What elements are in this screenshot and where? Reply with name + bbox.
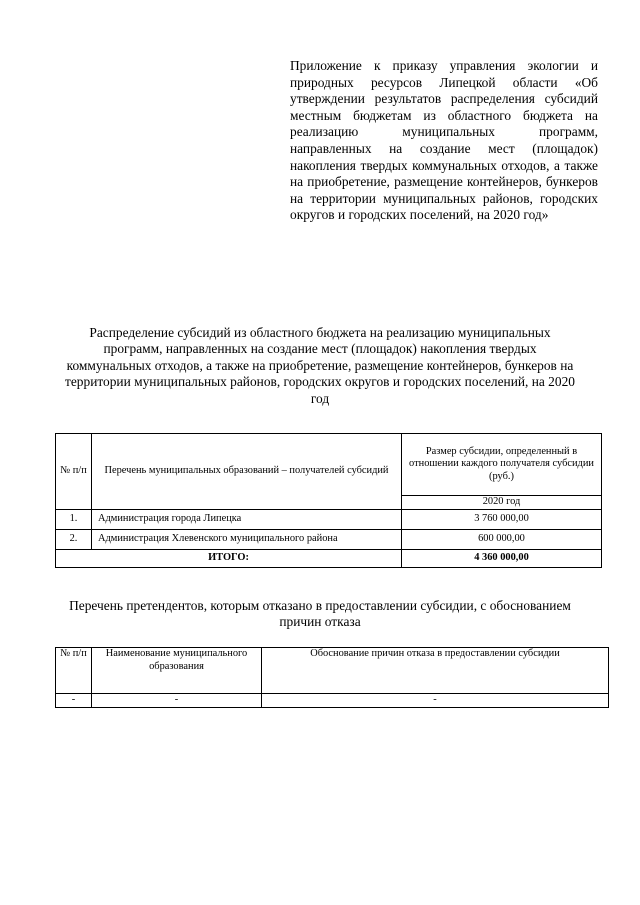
refusal-row-number: - (56, 694, 92, 708)
refusal-header-reason: Обоснование причин отказа в предоставлении субсидии (262, 648, 609, 694)
header-year: 2020 год (402, 496, 602, 510)
refusal-list-title: Перечень претендентов, которым отказано в предоставлении субсидии, с обоснованием причин отказа (69, 598, 571, 630)
header-recipients: Перечень муниципальных образований – получателей субсидий (92, 434, 402, 510)
refusal-header-number: № п/п (56, 648, 92, 694)
header-subsidy-amount: Размер субсидии, определенный в отношении каждого получателя субсидии (руб.) (402, 434, 602, 496)
row-number: 1. (56, 510, 92, 530)
row-amount: 600 000,00 (402, 530, 602, 550)
refusal-row-municipality: - (92, 694, 262, 708)
total-row (56, 550, 602, 568)
total-label: ИТОГО: (56, 550, 402, 568)
header-number: № п/п (56, 434, 92, 510)
refusal-header-municipality: Наименование муниципального образования (92, 648, 262, 694)
row-recipient: Администрация города Липецка (92, 510, 402, 530)
row-recipient: Администрация Хлевенского муниципального района (92, 530, 402, 550)
refusal-row-reason: - (262, 694, 609, 708)
table-row (56, 510, 602, 530)
table-row (56, 694, 609, 708)
row-number: 2. (56, 530, 92, 550)
total-value: 4 360 000,00 (402, 550, 602, 568)
table-row (56, 530, 602, 550)
refusal-table (55, 647, 609, 708)
subsidy-distribution-table (55, 433, 602, 568)
appendix-note: Приложение к приказу управления экологии и природных ресурсов Липецкой области «Об утверждении результатов распределения субсидий местным бюджетам из областного бюджета на реализацию муниципальных программ, направленных на создание мест (площадок) накопления твердых коммунальных отходов, а также на приобретение, размещение контейнеров, бункеров на территории муниципальных районов, городских округов и городских поселений, на 2020 год» (290, 58, 598, 223)
document-title: Распределение субсидий из областного бюджета на реализацию муниципальных программ, направленных на создание мест (площадок) накопления твердых коммунальных отходов, а также на приобретение, размещение контейнеров, бункеров на территории муниципальных районов, городских округов и городских поселений, на 2020 год (65, 325, 575, 406)
row-amount: 3 760 000,00 (402, 510, 602, 530)
